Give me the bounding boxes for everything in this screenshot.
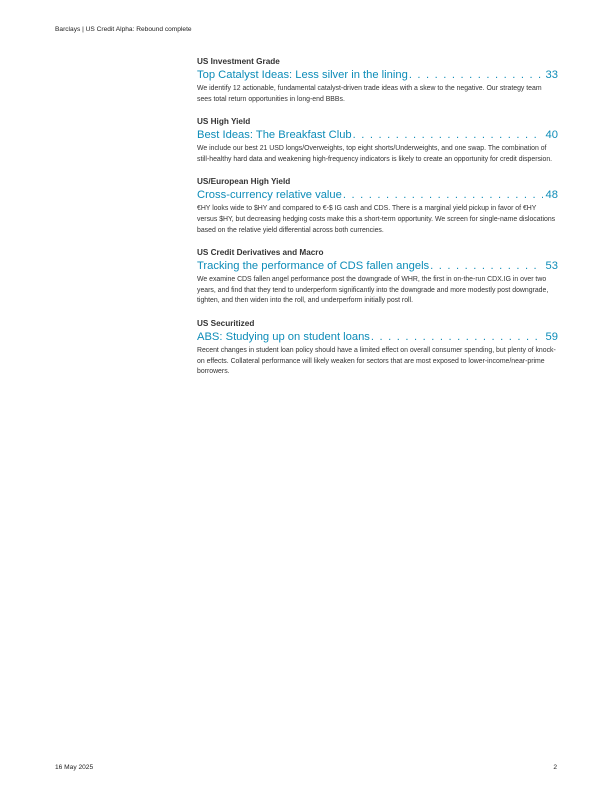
toc-entry-description: We identify 12 actionable, fundamental catalyst-driven trade ideas with a skew to the negative. Our strategy team sees total return opportunities in long-end BBBs.: [197, 85, 542, 103]
toc-entry-title[interactable]: ABS: Studying up on student loans: [197, 330, 370, 343]
table-of-contents: [197, 56, 558, 389]
toc-page-number[interactable]: 40: [545, 129, 558, 142]
toc-page-number[interactable]: 48: [545, 189, 558, 202]
toc-page-number[interactable]: 53: [545, 260, 558, 273]
running-header: Barclays | US Credit Alpha: Rebound complete: [55, 26, 192, 33]
toc-section-us-european-high-yield: [197, 176, 558, 236]
toc-page-number[interactable]: 33: [545, 69, 558, 81]
dot-leader: [353, 128, 543, 143]
dot-leader: [430, 259, 542, 274]
toc-section-securitized: [197, 318, 558, 378]
toc-entry-link[interactable]: [197, 68, 558, 83]
toc-entry-link[interactable]: [197, 128, 558, 143]
toc-entry-description: €HY looks wide to $HY and compared to €-$ IG cash and CDS. There is a marginal yield pickup in favor of €HY versus $HY, but decreasing hedging costs make this a short-term opportunity. We screen for single-name dislocations based on the relative yield differential across both currencies.: [197, 205, 556, 234]
toc-entry-description: We examine CDS fallen angel performance post the downgrade of WHR, the first in on-the-run CDX.IG in over two years, and find that they tend to underperform significantly into the downgrade and more modestly post downgrade, tighten, and then widen into the roll, and underperform initially post roll.: [197, 276, 549, 305]
toc-entry-description: We include our best 21 USD longs/Overweights, top eight shorts/Underweights, and one swap. The combination of still-healthy hard data and weakening high-frequency indicators is likely to create an opportunity for credit dispersion.: [197, 145, 553, 163]
section-label: US Securitized: [197, 318, 255, 328]
toc-entry-title[interactable]: Tracking the performance of CDS fallen angels: [197, 260, 430, 273]
section-label: US/European High Yield: [197, 177, 291, 187]
dot-leader: [343, 188, 543, 203]
toc-section-credit-derivatives: [197, 247, 558, 307]
dot-leader: [371, 330, 543, 345]
footer-date: 16 May 2025: [55, 764, 94, 771]
section-label: US Credit Derivatives and Macro: [197, 248, 324, 258]
section-label: US Investment Grade: [197, 57, 280, 66]
toc-entry-link[interactable]: [197, 330, 558, 345]
toc-page-number[interactable]: 59: [545, 330, 558, 343]
section-label: US High Yield: [197, 117, 251, 127]
toc-entry-title[interactable]: Cross-currency relative value: [197, 189, 342, 202]
dot-leader: [409, 68, 543, 83]
toc-entry-title[interactable]: Top Catalyst Ideas: Less silver in the lining: [197, 69, 408, 81]
toc-entry-link[interactable]: [197, 188, 558, 203]
toc-entry-description: Recent changes in student loan policy should have a limited effect on overall consumer spending, but plenty of knock-on effects. Collateral performance will likely weaken for sectors that are most exposed to lower-income/near-prime borrowers.: [197, 346, 556, 376]
toc-section-investment-grade: [197, 56, 558, 105]
toc-section-high-yield: [197, 116, 558, 165]
toc-entry-link[interactable]: [197, 259, 558, 274]
footer-page-number: 2: [553, 764, 557, 771]
toc-entry-title[interactable]: Best Ideas: The Breakfast Club: [197, 129, 352, 142]
